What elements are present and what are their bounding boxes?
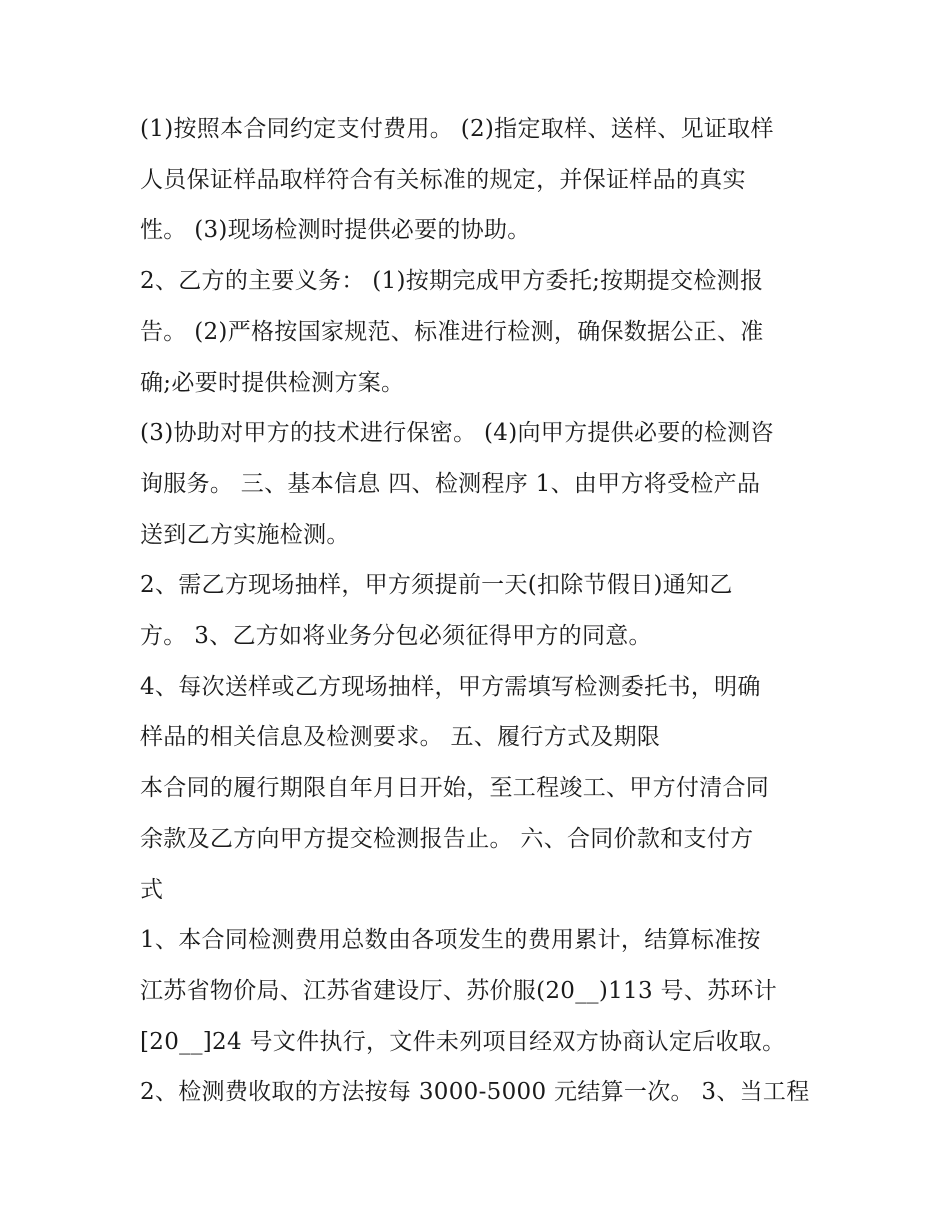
text-line: 2、需乙方现场抽样，甲方须提前一天(扣除节假日)通知乙 <box>140 572 733 599</box>
text-line: 告。 (2)严格按国家规范、标准进行检测，确保数据公正、准 <box>140 318 764 345</box>
text-line: 性。 (3)现场检测时提供必要的协助。 <box>140 217 531 244</box>
text-line: 本合同的履行期限自年月日开始，至工程竣工、甲方付清合同 <box>140 775 770 802</box>
text-line: 江苏省物价局、江苏省建设厅、苏价服(20__)113 号、苏环计 <box>140 977 778 1004</box>
text-line: 方。 3、乙方如将业务分包必须征得甲方的同意。 <box>140 623 652 650</box>
text-line: (1)按照本合同约定支付费用。 (2)指定取样、送样、见证取样 <box>140 116 774 142</box>
text-line: [20__]24 号文件执行，文件未列项目经双方协商认定后收取。 <box>140 1028 786 1055</box>
document-body <box>140 104 820 1118</box>
text-line: 1、本合同检测费用总数由各项发生的费用累计，结算标准按 <box>140 927 761 954</box>
text-line: 4、每次送样或乙方现场抽样，甲方需填写检测委托书，明确 <box>140 673 761 700</box>
text-line: 询服务。 三、基本信息 四、检测程序 1、由甲方将受检产品 <box>140 470 761 497</box>
text-line: 余款及乙方向甲方提交检测报告止。 六、合同价款和支付方 <box>140 825 754 852</box>
text-line: 确;必要时提供检测方案。 <box>140 369 405 396</box>
text-line: 2、乙方的主要义务： (1)按期完成甲方委托;按期提交检测报 <box>140 268 764 295</box>
text-line: 样品的相关信息及检测要求。 五、履行方式及期限 <box>140 724 661 751</box>
text-line: (3)协助对甲方的技术进行保密。 (4)向甲方提供必要的检测咨 <box>140 420 774 447</box>
text-line: 2、检测费收取的方法按每 3000-5000 元结算一次。 3、当工程 <box>140 1079 810 1106</box>
text-line: 送到乙方实施检测。 <box>140 521 350 548</box>
text-line: 人员保证样品取样符合有关标准的规定，并保证样品的真实 <box>140 166 746 193</box>
text-line: 式 <box>140 876 164 903</box>
